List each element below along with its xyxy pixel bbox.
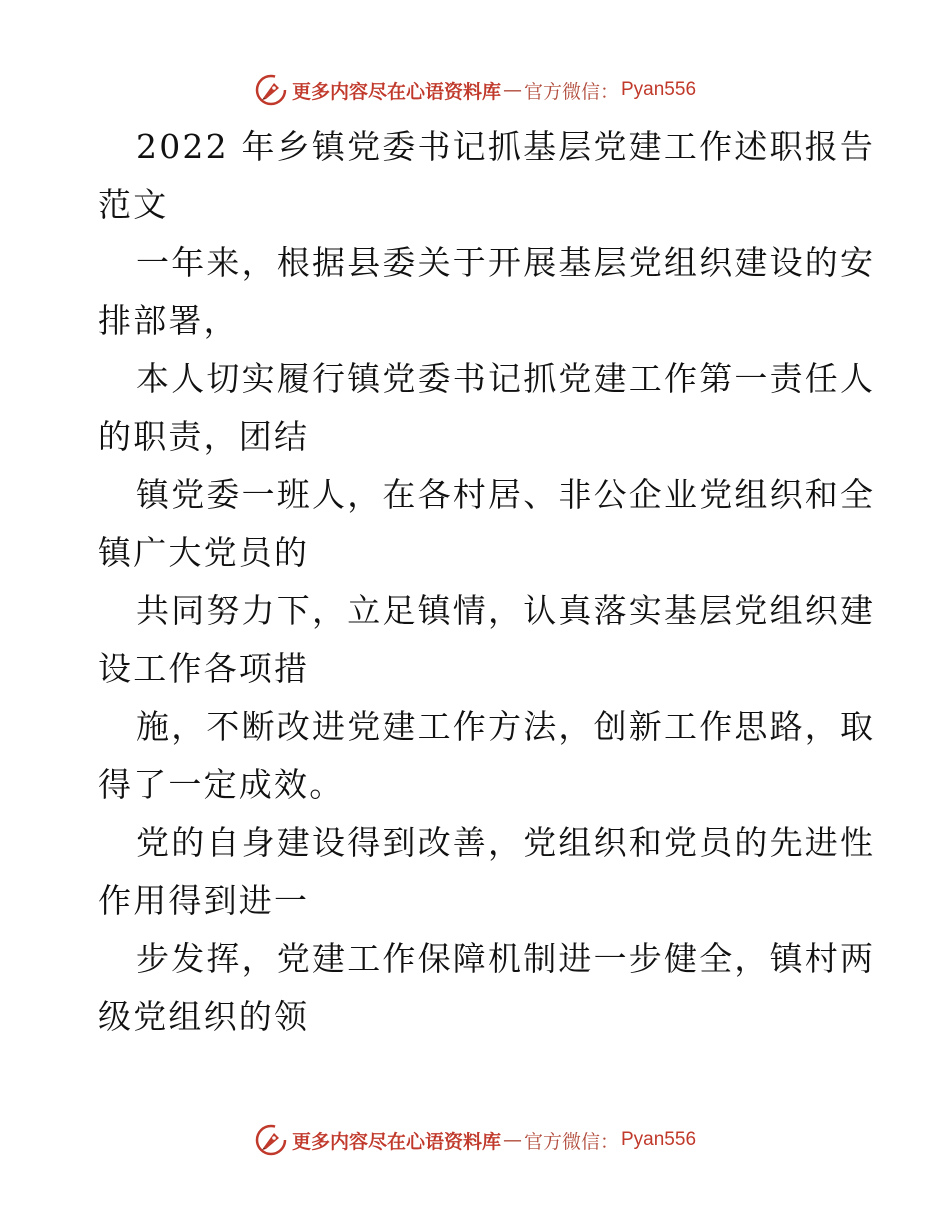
document-line: 步发挥，党建工作保障机制进一步健全，镇村两 [136, 939, 876, 978]
document-line: 一年来，根据县委关于开展基层党组织建设的安 [136, 243, 876, 282]
banner-title: 更多内容尽在心语资料库 [291, 80, 501, 103]
pen-nib-logo-icon [254, 73, 288, 107]
banner-wechat-id: Pyan556 [621, 1129, 697, 1150]
banner-title: 更多内容尽在心语资料库 [291, 1130, 501, 1153]
document-line: 2022 年乡镇党委书记抓基层党建工作述职报告 [136, 127, 876, 166]
banner-separator: — [502, 79, 522, 101]
document-line: 排部署， [98, 301, 239, 340]
document-line: 级党组织的领 [98, 997, 310, 1036]
document-line: 镇广大党员的 [98, 533, 310, 572]
document-line: 得了一定成效。 [98, 765, 345, 804]
document-line: 设工作各项措 [98, 649, 310, 688]
banner-wechat-label: 官方微信： [523, 1130, 619, 1153]
footer-banner [0, 1120, 950, 1160]
banner-wechat-label: 官方微信： [523, 80, 619, 103]
pen-nib-logo-icon [254, 1123, 288, 1157]
document-line: 的职责，团结 [98, 417, 310, 456]
document-line: 本人切实履行镇党委书记抓党建工作第一责任人 [136, 359, 876, 398]
banner-separator: — [502, 1129, 522, 1151]
document-line: 范文 [98, 185, 169, 224]
document-line: 共同努力下，立足镇情，认真落实基层党组织建 [136, 591, 876, 630]
document-line: 作用得到进一 [98, 881, 310, 920]
document-body [98, 118, 876, 1046]
document-line: 施，不断改进党建工作方法，创新工作思路，取 [136, 707, 876, 746]
document-line: 党的自身建设得到改善，党组织和党员的先进性 [136, 823, 876, 862]
document-line: 镇党委一班人，在各村居、非公企业党组织和全 [136, 475, 876, 514]
header-banner [0, 70, 950, 110]
banner-wechat-id: Pyan556 [621, 79, 697, 100]
